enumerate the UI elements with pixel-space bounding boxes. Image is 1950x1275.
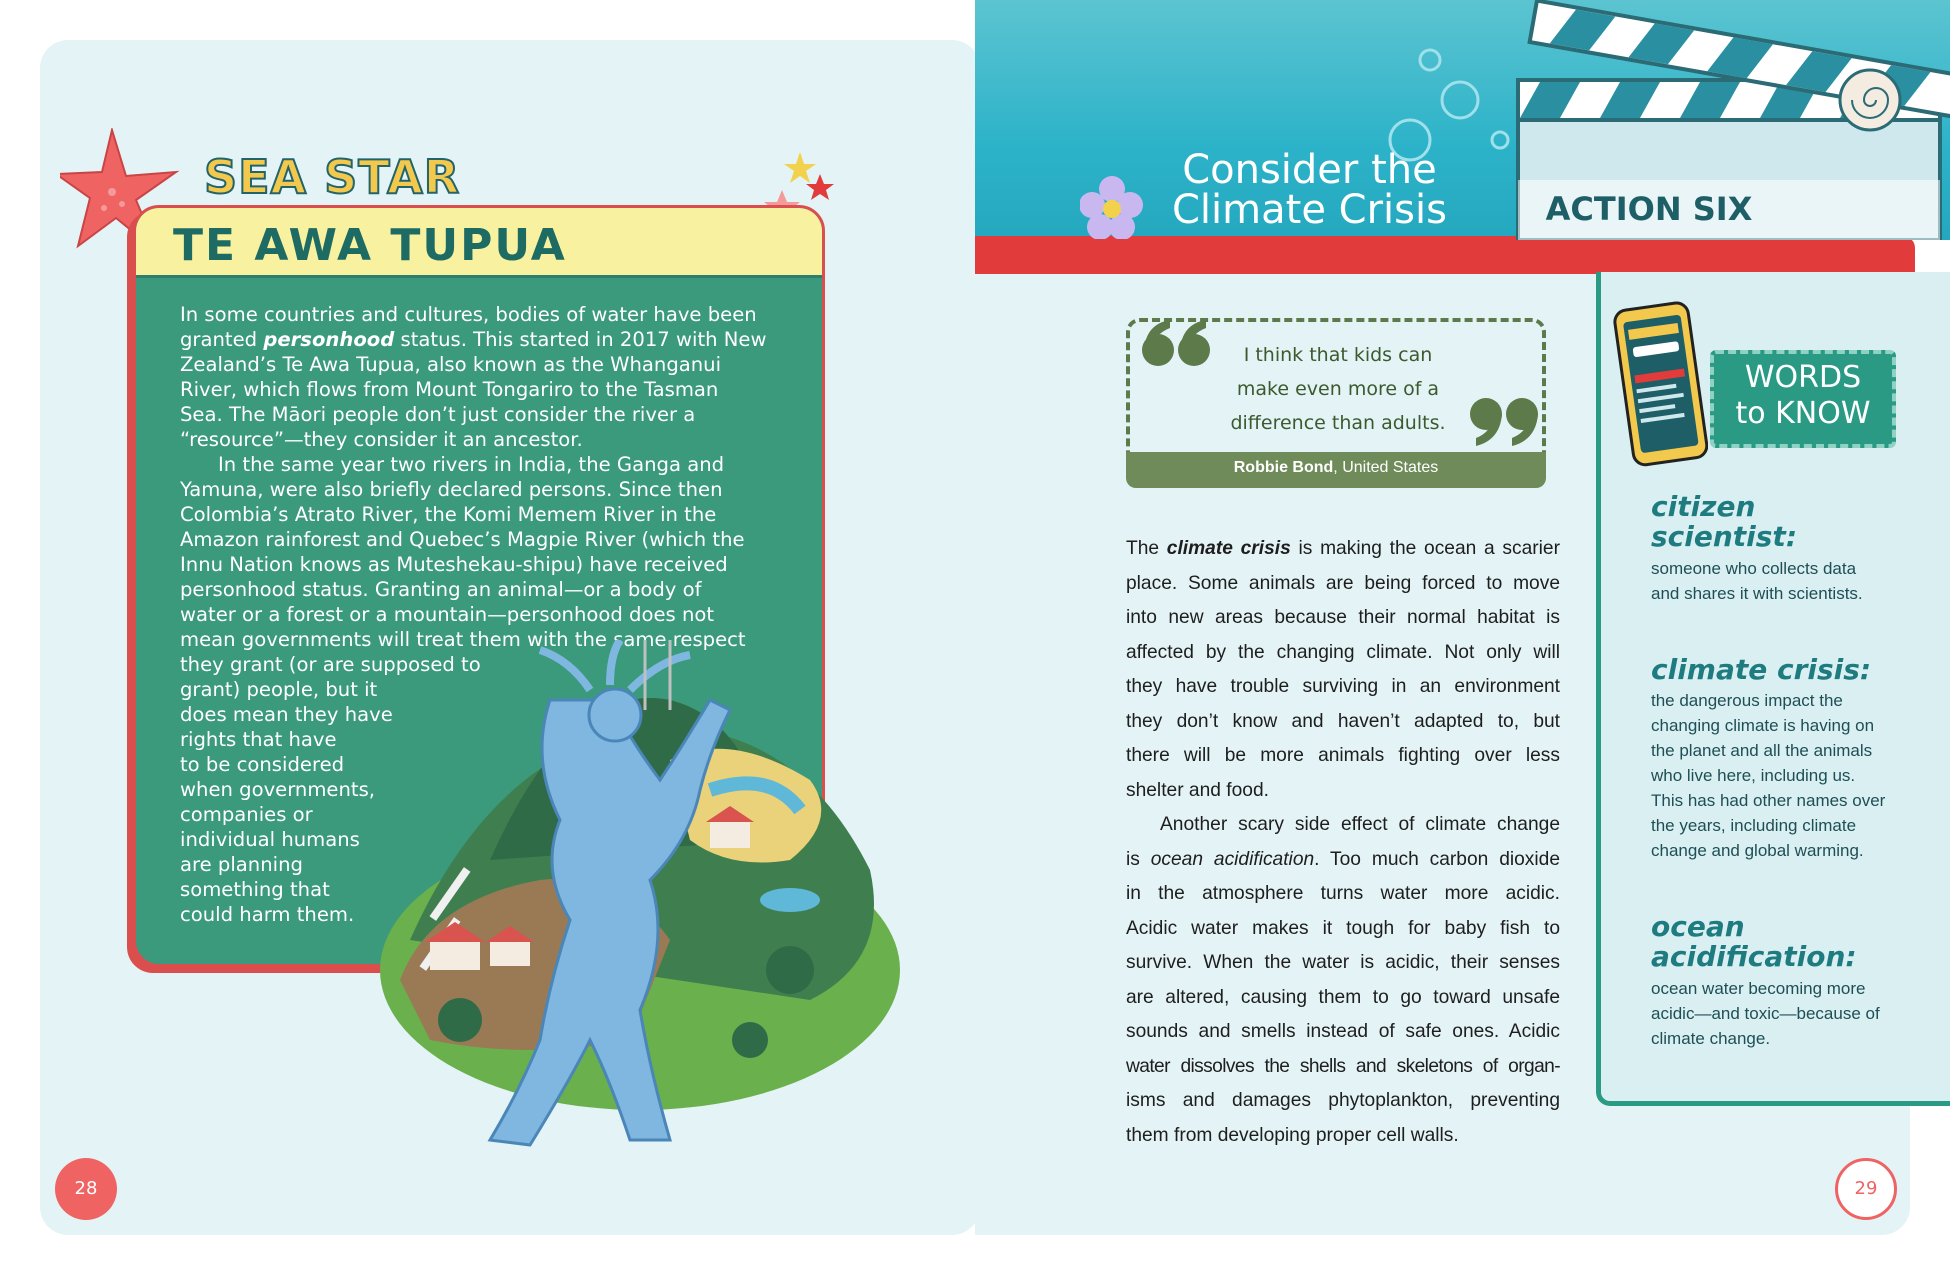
body-text-line: them from developing proper cell walls. <box>1126 1124 1459 1146</box>
body-text-line: affected by the changing climate. Not only will <box>1126 641 1560 663</box>
body-text-line: place. Some animals are being forced to move <box>1126 572 1560 594</box>
flower-icon <box>1080 175 1144 239</box>
feature-text-line: Yamuna, were also briefly declared persons. Since then <box>180 478 723 501</box>
feature-text-line: when governments, <box>180 778 376 801</box>
body-text-line: water dissolves the shells and skeletons of organ- <box>1126 1055 1560 1077</box>
body-text-line: they have trouble surviving in an environment <box>1126 676 1560 697</box>
quote-country: , United States <box>1333 459 1439 476</box>
feature-text-line: River, which flows from Mount Tongariro to the Tasman <box>180 378 719 401</box>
term-line: acidification: <box>1651 940 1857 973</box>
definition-line: change and global warming. <box>1651 841 1864 860</box>
feature-text-line: In the same year two rivers in India, the Ganga and <box>218 453 725 476</box>
body-text-line: shelter and food. <box>1126 779 1269 801</box>
page-number-left: 28 <box>55 1158 117 1220</box>
feature-text-line: companies or <box>180 803 313 826</box>
body-text-line: isms and damages phytoplankton, preventing <box>1126 1090 1560 1111</box>
term-citizen-scientist <box>1651 492 1797 552</box>
page-number-right: 29 <box>1835 1158 1897 1220</box>
feature-text-line: granted personhood status. This started in 2017 with New <box>180 328 767 351</box>
feature-text-line: In some countries and cultures, bodies of water have been <box>180 303 757 326</box>
chapter-title <box>1172 147 1447 233</box>
feature-text-line: could harm them. <box>180 903 355 926</box>
definition-line: the dangerous impact the <box>1651 691 1843 710</box>
term-line: climate crisis: <box>1651 653 1872 686</box>
term-climate-crisis <box>1651 655 1871 685</box>
body-text-line: in the atmosphere turns water more acidic. <box>1126 883 1560 904</box>
feature-text-line: are planning <box>180 853 303 876</box>
definition-climate-crisis <box>1651 688 1911 863</box>
wtk-title-line1: WORDS <box>1744 360 1862 395</box>
definition-citizen-scientist <box>1651 556 1911 606</box>
feature-text-line: Amazon rainforest and Quebec’s Magpie River (which the <box>180 528 745 551</box>
definition-line: This has had other names over <box>1651 791 1886 810</box>
feature-text-line: grant) people, but it <box>180 678 378 701</box>
body-text-line: Acidic water makes it tough for baby fish to <box>1126 917 1560 939</box>
feature-text-line: “resource”—they consider it an ancestor. <box>180 428 583 451</box>
definition-line: ocean water becoming more <box>1651 979 1866 998</box>
body-text-line: sounds and smells instead of safe ones. Acidic <box>1126 1021 1560 1042</box>
emphasized-term: personhood <box>263 328 395 351</box>
header-red-strip <box>975 236 1915 274</box>
term-ocean-acidification <box>1651 912 1857 972</box>
feature-text-line: rights that have <box>180 728 337 751</box>
emphasized-term: ocean acidification <box>1150 848 1315 870</box>
definition-line: the years, including climate <box>1651 816 1857 835</box>
definition-line: climate change. <box>1651 1029 1771 1048</box>
phone-dictionary-icon <box>1612 300 1708 470</box>
words-to-know-title <box>1710 360 1896 432</box>
feature-text-line: mean governments will treat them with the same respect <box>180 628 746 651</box>
term-line: citizen <box>1651 490 1756 523</box>
quote-line: I think that kids can <box>1243 344 1433 366</box>
feature-title: TE AWA TUPUA <box>173 220 567 271</box>
emphasized-term: climate crisis <box>1166 538 1291 559</box>
chapter-title-line2: Climate Crisis <box>1172 187 1447 233</box>
feature-text-line: Zealand’s Te Awa Tupua, also known as the Whanganui <box>180 353 722 376</box>
quote-attribution <box>1126 459 1546 477</box>
body-text-line: there will be more animals fighting over less <box>1126 745 1560 766</box>
chapter-title-line1: Consider the <box>1182 147 1437 193</box>
term-line: ocean <box>1651 910 1745 943</box>
wtk-title-line2: to KNOW <box>1735 396 1871 431</box>
river-person-illustration <box>370 640 910 1160</box>
definition-line: the planet and all the animals <box>1651 741 1873 760</box>
feature-text-line: individual humans <box>180 828 360 851</box>
quote-line: make even more of a <box>1236 378 1440 400</box>
feature-text-line: personhood status. Granting an animal—or a body of <box>180 578 702 601</box>
body-text-line: survive. When the water is acidic, their senses <box>1126 952 1560 973</box>
quote-text <box>1188 338 1488 440</box>
quote-line: difference than adults. <box>1230 412 1446 434</box>
feature-text-line: to be considered <box>180 753 345 776</box>
body-text-line: is ocean acidification. Too much carbon dioxide <box>1126 848 1561 870</box>
body-text-line: The climate crisis is making the ocean a scarier <box>1126 538 1560 559</box>
definition-ocean-acidification <box>1651 976 1911 1051</box>
body-text-line: are altered, causing them to go toward unsafe <box>1126 986 1560 1008</box>
body-text-line: into new areas because their normal habitat is <box>1126 607 1560 628</box>
body-text-line: Another scary side effect of climate change <box>1160 814 1560 835</box>
feature-text-line: Sea. The Māori people don’t just consider the river a <box>180 403 696 426</box>
feature-text-line: something that <box>180 878 330 901</box>
definition-line: changing climate is having on <box>1651 716 1875 735</box>
feature-text-line: water or a forest or a mountain—personhood does not <box>180 603 715 626</box>
definition-line: and shares it with scientists. <box>1651 584 1863 603</box>
definition-line: who live here, including us. <box>1651 766 1856 785</box>
definition-line: someone who collects data <box>1651 559 1857 578</box>
body-text <box>1126 532 1560 1153</box>
section-kicker: SEA STAR <box>204 150 461 204</box>
feature-text-line: Innu Nation knows as Muteshekau-shipu) have received <box>180 553 728 576</box>
feature-text-line: Colombia’s Atrato River, the Komi Memem River in the <box>180 503 717 526</box>
feature-text-line: does mean they have <box>180 703 393 726</box>
definition-line: acidic—and toxic—because of <box>1651 1004 1880 1023</box>
feature-text-line: they grant (or are supposed to <box>180 653 481 676</box>
term-line: scientist: <box>1651 520 1798 553</box>
action-label: ACTION SIX <box>1545 190 1753 228</box>
body-text-line: they don’t know and haven’t adapted to, but <box>1126 710 1560 732</box>
quote-author: Robbie Bond <box>1233 459 1334 476</box>
